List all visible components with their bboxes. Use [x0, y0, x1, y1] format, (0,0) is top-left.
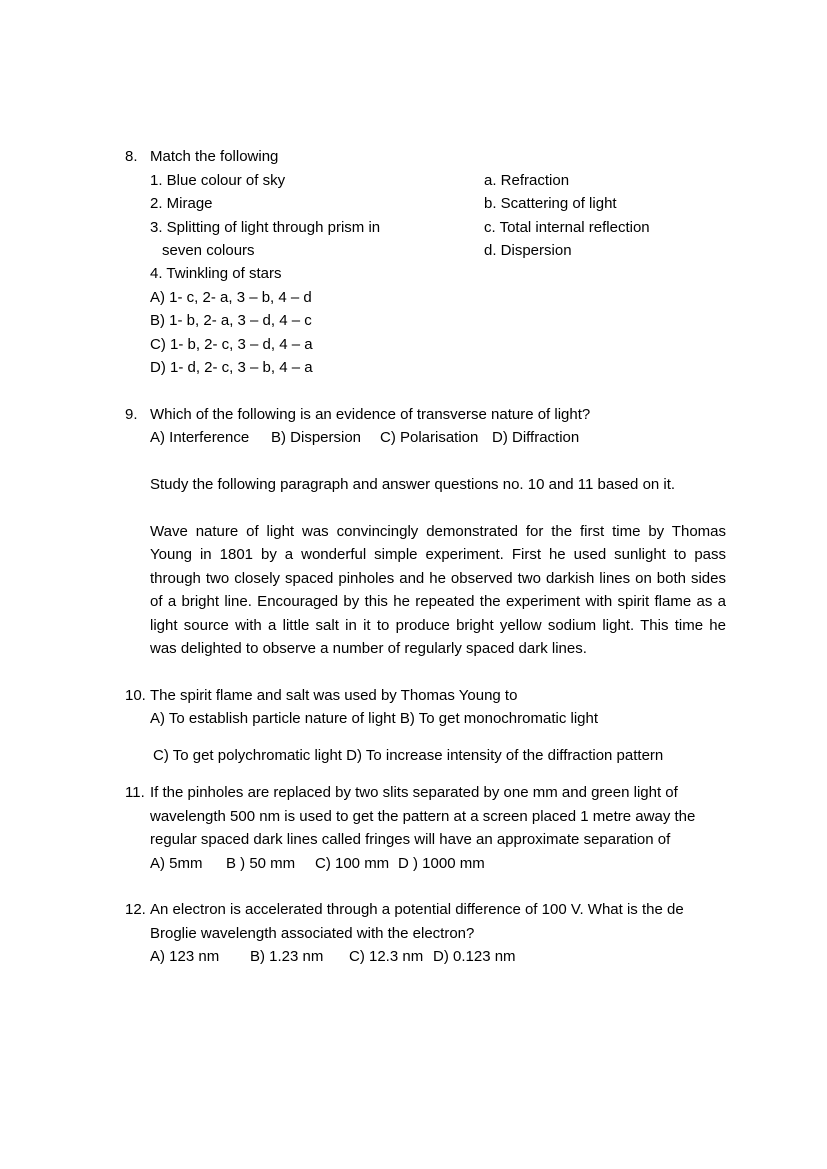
answer-option: A) Interference	[150, 429, 250, 446]
question-stem: Which of the following is an evidence of transverse nature of light?	[150, 406, 591, 423]
passage-line: light source with a little salt in it to produce bright yellow sodium light. This time he	[150, 617, 726, 634]
answer-option: B) 1.23 nm	[250, 948, 324, 965]
match-right-item: c. Total internal reflection	[484, 219, 650, 236]
passage-line: Wave nature of light was convincingly demonstrated for the first time by Thomas	[150, 523, 726, 540]
answer-option: B) Dispersion	[271, 429, 362, 446]
question-stem: Match the following	[150, 148, 279, 165]
answer-option: D) Diffraction	[492, 429, 580, 446]
question-stem-line: wavelength 500 nm is used to get the pattern at a screen placed 1 metre away the	[150, 808, 696, 825]
answer-options-line: A) To establish particle nature of light B) To get monochromatic light	[150, 710, 599, 727]
question-number: 11.	[125, 784, 145, 801]
answer-option: C) 1- b, 2- c, 3 – d, 4 – a	[150, 336, 313, 353]
question-number: 9.	[125, 406, 138, 423]
answer-option: A) 5mm	[150, 855, 203, 872]
question-stem-line: An electron is accelerated through a potential difference of 100 V. What is the de	[150, 901, 684, 918]
answer-option: B ) 50 mm	[226, 855, 296, 872]
match-left-item: 2. Mirage	[150, 195, 213, 212]
passage-line: through two closely spaced pinholes and he observed two darkish lines on both sides	[150, 570, 726, 587]
answer-option: A) 123 nm	[150, 948, 220, 965]
passage-intro: Study the following paragraph and answer questions no. 10 and 11 based on it.	[150, 476, 676, 493]
answer-option: D ) 1000 mm	[398, 855, 485, 872]
question-stem-line: If the pinholes are replaced by two slits separated by one mm and green light of	[150, 784, 678, 801]
passage-line: was delighted to observe a number of regularly spaced dark lines.	[150, 640, 587, 657]
match-left-item: 3. Splitting of light through prism in	[150, 219, 381, 236]
question-number: 10.	[125, 687, 146, 704]
question-stem: The spirit flame and salt was used by Thomas Young to	[150, 687, 518, 704]
answer-option: D) 0.123 nm	[433, 948, 516, 965]
answer-option: C) 12.3 nm	[349, 948, 424, 965]
question-stem-line: Broglie wavelength associated with the electron?	[150, 925, 475, 942]
answer-option: B) 1- b, 2- a, 3 – d, 4 – c	[150, 312, 312, 329]
answer-option: D) 1- d, 2- c, 3 – b, 4 – a	[150, 359, 313, 376]
answer-option: C) 100 mm	[315, 855, 390, 872]
match-right-item: d. Dispersion	[484, 242, 572, 259]
question-number: 12.	[125, 901, 146, 918]
answer-option: A) 1- c, 2- a, 3 – b, 4 – d	[150, 289, 312, 306]
match-left-item-continued: seven colours	[162, 242, 255, 259]
question-stem-line: regular spaced dark lines called fringes will have an approximate separation of	[150, 831, 671, 848]
passage-line: Young in 1801 by a wonderful simple experiment. First he used sunlight to pass	[150, 546, 726, 563]
match-left-item: 4. Twinkling of stars	[150, 265, 282, 282]
match-right-item: a. Refraction	[484, 172, 570, 189]
question-number: 8.	[125, 148, 138, 165]
passage-line: of a bright line. Encouraged by this he repeated the experiment with spirit flame as a	[150, 593, 726, 610]
match-left-item: 1. Blue colour of sky	[150, 172, 286, 189]
answer-options-line: C) To get polychromatic light D) To increase intensity of the diffraction pattern	[153, 747, 664, 764]
answer-option: C) Polarisation	[380, 429, 479, 446]
match-right-item: b. Scattering of light	[484, 195, 617, 212]
